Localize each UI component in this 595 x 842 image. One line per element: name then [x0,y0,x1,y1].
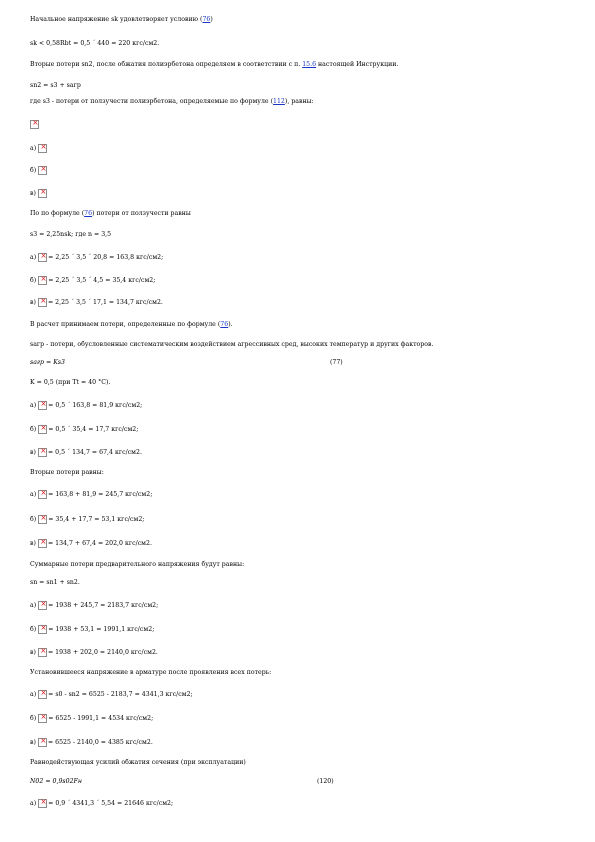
text-line: Равнодействующая усилий обжатия сечения (при эксплуатации) [30,759,246,766]
item-label: а) [30,402,37,409]
item-label: б) [30,277,37,284]
text: Вторые потери sn2, после обжатия полиэрбетона определяем в соответствии с п. [30,61,303,68]
text: где s3 - потери от ползучести полиэрбетона, определяемые по формуле ( [30,98,274,105]
formula-text: = s0 - sn2 = 6525 - 2183,7 = 4341,3 кгс/см2; [48,691,193,698]
formula-text: = 35,4 + 17,7 = 53,1 кгс/см2; [48,516,145,523]
formula-row [30,189,48,198]
broken-image-icon [38,515,47,524]
equation-line [30,778,82,786]
text: настоящей Инструкции. [316,61,399,68]
broken-image-icon [38,625,47,634]
text: ) потери от ползучести равны [92,210,191,217]
formula-text: = 1938 + 202,0 = 2140,0 кгс/см2. [47,649,158,656]
broken-image-icon [38,166,47,175]
item-label: в) [30,190,36,197]
formula-row [30,648,158,657]
text-line: Установившееся напряжение в арматуре после проявления всех потерь: [30,669,272,676]
equation-line [30,359,65,367]
formula-row [30,490,152,499]
broken-image-icon [38,490,47,499]
broken-image-icon [38,714,47,723]
item-label: в) [30,739,36,746]
formula-link[interactable]: 112 [273,98,285,105]
formula-text: = 0,5 ´ 163,8 = 81,9 кгс/см2; [48,402,143,409]
item-label: а) [30,491,37,498]
formula-text: = 6525 - 1991,1 = 4534 кгс/см2; [48,715,154,722]
item-label: б) [30,167,37,174]
formula-row [30,253,163,262]
formula-text: = 0,5 ´ 134,7 = 67,4 кгс/см2. [47,449,142,456]
formula-text: = 134,7 + 67,4 = 202,0 кгс/см2. [47,540,152,547]
item-label: б) [30,516,37,523]
formula-row [30,401,142,410]
formula-link[interactable]: 76 [84,210,93,217]
formula-row [30,298,163,307]
text: В расчет принимаем потери, определенные по формуле ( [30,321,221,328]
formula-link[interactable]: 76 [220,321,229,328]
formula-row [30,166,48,175]
formula-text: = 2,25 ´ 3,5 ´ 17,1 = 134,7 кгс/см2. [47,299,163,306]
equation-number: (120) [317,778,334,785]
formula-link[interactable]: 76 [202,16,211,23]
broken-image-icon [38,738,47,747]
formula-row [30,601,158,610]
formula-row [30,144,48,153]
formula-row [30,799,173,808]
section-link[interactable]: 15.6 [302,61,317,68]
broken-image-icon [38,799,47,808]
item-label: в) [30,649,36,656]
text: ). [228,321,233,328]
item-label: в) [30,540,36,547]
item-label: а) [30,602,37,609]
formula-text: = 1938 + 245,7 = 2183,7 кгс/см2; [48,602,159,609]
formula-row [30,714,153,723]
broken-image-icon [38,539,47,548]
text-line [30,16,213,24]
formula-row [30,448,142,457]
formula-row [30,738,153,747]
text-line: K = 0,5 (при Tt = 40 °C). [30,379,111,386]
text: ), равны: [284,98,314,105]
equation-number: (77) [330,359,343,366]
text-line: Вторые потери равны: [30,469,104,476]
equation-text: sагр = Ks3 [30,359,66,366]
broken-image-icon [38,144,47,153]
broken-image-icon [38,276,47,285]
text-line: s3 = 2,25nsk; где n = 3,5 [30,231,112,238]
formula-row [30,625,154,634]
broken-image-icon [38,690,47,699]
text-line [30,321,233,329]
formula-text: = 2,25 ´ 3,5 ´ 20,8 = 163,8 кгс/см2; [48,254,164,261]
text-line [30,98,314,106]
broken-image-icon [38,648,47,657]
broken-image-icon [38,401,47,410]
broken-image-icon [38,448,47,457]
formula-text: = 0,9 ´ 4341,3 ´ 5,54 = 21646 кгс/см2; [48,800,174,807]
formula-row [30,690,193,699]
broken-image-icon [38,298,47,307]
item-label: а) [30,691,37,698]
text-line: sn = sn1 + sn2. [30,579,80,586]
formula-row [30,425,138,434]
item-label: а) [30,145,37,152]
broken-image-icon [30,120,39,129]
formula-row [30,515,144,524]
item-label: б) [30,715,37,722]
text-line: Суммарные потери предварительного напряжения будут равны: [30,561,245,568]
text: ) [210,16,213,23]
equation-text: N02 = 0,9s02Fн [30,778,82,785]
item-label: б) [30,626,37,633]
text: По по формуле ( [30,210,85,217]
formula-text: = 6525 - 2140,0 = 4385 кгс/см2. [47,739,153,746]
broken-image-icon [38,189,47,198]
broken-image-icon [38,601,47,610]
item-label: а) [30,254,37,261]
text-line: sn2 = s3 + sагр [30,82,81,89]
formula-text: = 0,5 ´ 35,4 = 17,7 кгс/см2; [48,426,139,433]
formula-text: = 1938 + 53,1 = 1991,1 кгс/см2; [48,626,155,633]
text: Начальное напряжение sk удовлетворяет условию ( [30,16,203,23]
item-label: а) [30,800,37,807]
formula-row [30,539,152,548]
item-label: в) [30,299,36,306]
text-line: sk < 0,58Rbt = 0,5 ´ 440 = 220 кгс/см2. [30,40,160,47]
formula-row [30,120,40,129]
formula-row [30,276,155,285]
text-line: sагр - потери, обусловленные систематическим воздействием агрессивных сред, высоких температур и других факторов. [30,341,434,348]
broken-image-icon [38,425,47,434]
formula-text: = 163,8 + 81,9 = 245,7 кгс/см2; [48,491,153,498]
text-line [30,210,191,218]
item-label: б) [30,426,37,433]
broken-image-icon [38,253,47,262]
formula-text: = 2,25 ´ 3,5 ´ 4,5 = 35,4 кгс/см2; [48,277,156,284]
text-line [30,61,398,69]
item-label: в) [30,449,36,456]
